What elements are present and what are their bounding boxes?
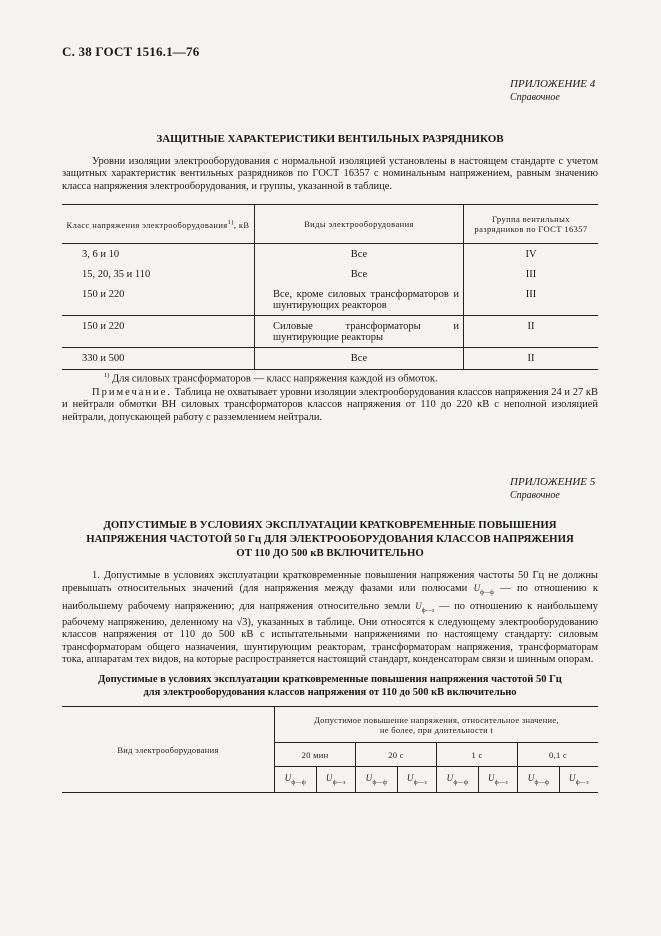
cell-group: IV bbox=[525, 249, 537, 260]
table-row bbox=[62, 244, 598, 264]
cell-group: III bbox=[525, 288, 537, 300]
duration-20min: 20 мин bbox=[275, 743, 356, 767]
col-u-fz: $U_{ф—з}$ bbox=[397, 767, 436, 793]
page-header: С. 38 ГОСТ 1516.1—76 bbox=[62, 44, 200, 59]
header-equipment-kind: Вид электрооборудования bbox=[62, 707, 275, 793]
cell-voltage: 150 и 220 bbox=[62, 284, 255, 316]
table-note bbox=[62, 387, 598, 424]
cell-group: II bbox=[464, 347, 599, 369]
appendix-5-label: ПРИЛОЖЕНИЕ 5 bbox=[510, 476, 596, 488]
footnote-text: Для силовых трансформаторов — класс напряжения каждой из обмоток. bbox=[112, 373, 438, 385]
header-equipment-type: Виды электрооборудования bbox=[255, 205, 464, 244]
table-row bbox=[62, 284, 598, 316]
protection-table bbox=[62, 204, 598, 370]
cell-equipment: Все bbox=[255, 244, 464, 264]
col-u-ff: $U_{ф—ф}$ bbox=[356, 767, 398, 793]
cell-group: III bbox=[525, 268, 537, 280]
appendix-5-title: ДОПУСТИМЫЕ В УСЛОВИЯХ ЭКСПЛУАТАЦИИ КРАТКОВРЕМЕННЫЕ ПОВЫШЕНИЯ НАПРЯЖЕНИЯ ЧАСТОТОЙ 50 Гц ДЛЯ ЭЛЕКТРООБОРУДОВАНИЯ КЛАССОВ НАПРЯЖЕНИЯ ОТ 110 ДО 500 кВ ВКЛЮЧИТЕЛЬНО bbox=[86, 519, 574, 559]
col-u-ff: $U_{ф—ф}$ bbox=[437, 767, 479, 793]
table-row bbox=[62, 347, 598, 369]
footnote-rule bbox=[84, 369, 128, 370]
col-u-fz: $U_{ф—з}$ bbox=[316, 767, 355, 793]
table-row bbox=[62, 264, 598, 284]
header-arrester-group: Группа вентильных разрядников по ГОСТ 16357 bbox=[464, 205, 599, 244]
footnote bbox=[104, 372, 438, 385]
appendix-4-label-block bbox=[510, 78, 599, 104]
header-voltage-class: Класс напряжения электрооборудования$^{1)}$, кВ bbox=[62, 205, 255, 244]
duration-1s: 1 с bbox=[437, 743, 518, 767]
cell-voltage: 150 и 220 bbox=[62, 315, 255, 347]
overvoltage-table-title: Допустимые в условиях эксплуатации кратковременные повышения напряжения частотой 50 Гц для электрооборудования классов напряжения от 110 до 500 кВ включительно bbox=[98, 674, 562, 698]
cell-equipment: Все bbox=[255, 264, 464, 284]
col-u-ff: $U_{ф—ф}$ bbox=[275, 767, 317, 793]
appendix-4-sublabel: Справочное bbox=[510, 92, 560, 103]
cell-voltage: 3, 6 и 10 bbox=[62, 244, 255, 264]
protection-table-header bbox=[62, 205, 598, 244]
overvoltage-table bbox=[62, 706, 598, 793]
duration-20s: 20 с bbox=[356, 743, 437, 767]
cell-equipment: Все, кроме силовых трансформаторов и шунтирующих реакторов bbox=[255, 284, 464, 316]
cell-group: II bbox=[464, 315, 599, 347]
appendix-4-title: ЗАЩИТНЫЕ ХАРАКТЕРИСТИКИ ВЕНТИЛЬНЫХ РАЗРЯДНИКОВ bbox=[156, 133, 504, 145]
col-u-fz: $U_{ф—з}$ bbox=[559, 767, 598, 793]
duration-0-1s: 0,1 с bbox=[518, 743, 598, 767]
note-text: Таблица не охватывает уровни изоляции электрооборудования классов напряжения 24 и 27 кВ и нейтрали обмотки ВН силовых трансформаторов классов напряжения от 110 до 220 кВ с неполной изоляцией нейтрали, допускающей работу с разземлением нейтрали. bbox=[62, 387, 598, 423]
appendix-5-label-block bbox=[510, 476, 599, 502]
appendix-5-paragraph: 1. Допустимые в условиях эксплуатации кратковременные повышения напряжения частоты 50 Гц не должны превышать относительных значений (для напряжения между фазами или полюсами $U_{ф—ф}$ — по отношению к наибольшему рабочему напряжению; для напряжения относительно земли $U_{ф—з}$ — по отношению к наибольшему рабочему напряжению, деленному на √3), указанных в таблице. Они относятся к следующему электрооборудованию классов напряжения от 110 до 500 кВ с испытательными напряжениями по настоящему стандарту: силовым трансформаторам общего назначения, шунтирующим реакторам, трансформаторам напряжения, трансформаторам тока, аппаратам тех видов, на которые распространяется настоящий стандарт, конденсаторам связи и шинным опорам. bbox=[62, 570, 599, 666]
col-u-fz: $U_{ф—з}$ bbox=[478, 767, 517, 793]
note-label: Примечание. bbox=[92, 387, 172, 398]
cell-voltage: 330 и 500 bbox=[62, 347, 255, 369]
header-allowed-increase: Допустимое повышение напряжения, относительное значение, не более, при длительности t bbox=[275, 707, 599, 743]
appendix-5-sublabel: Справочное bbox=[510, 490, 560, 501]
cell-equipment: Все bbox=[255, 347, 464, 369]
col-u-ff: $U_{ф—ф}$ bbox=[518, 767, 560, 793]
cell-equipment: Силовые трансформаторы и шунтирующие реакторы bbox=[255, 315, 464, 347]
footnote-mark: 1) bbox=[104, 372, 110, 379]
table-row bbox=[62, 315, 598, 347]
appendix-4-label: ПРИЛОЖЕНИЕ 4 bbox=[510, 78, 596, 90]
cell-voltage: 15, 20, 35 и 110 bbox=[62, 264, 255, 284]
appendix-4-intro: Уровни изоляции электрооборудования с нормальной изоляцией установлены в настоящем стандарте с учетом защитных характеристик вентильных разрядников по ГОСТ 16357 с номинальным напряжением, равным значению класса напряжения электрооборудования, и группы, указанной в таблице. bbox=[62, 156, 598, 192]
